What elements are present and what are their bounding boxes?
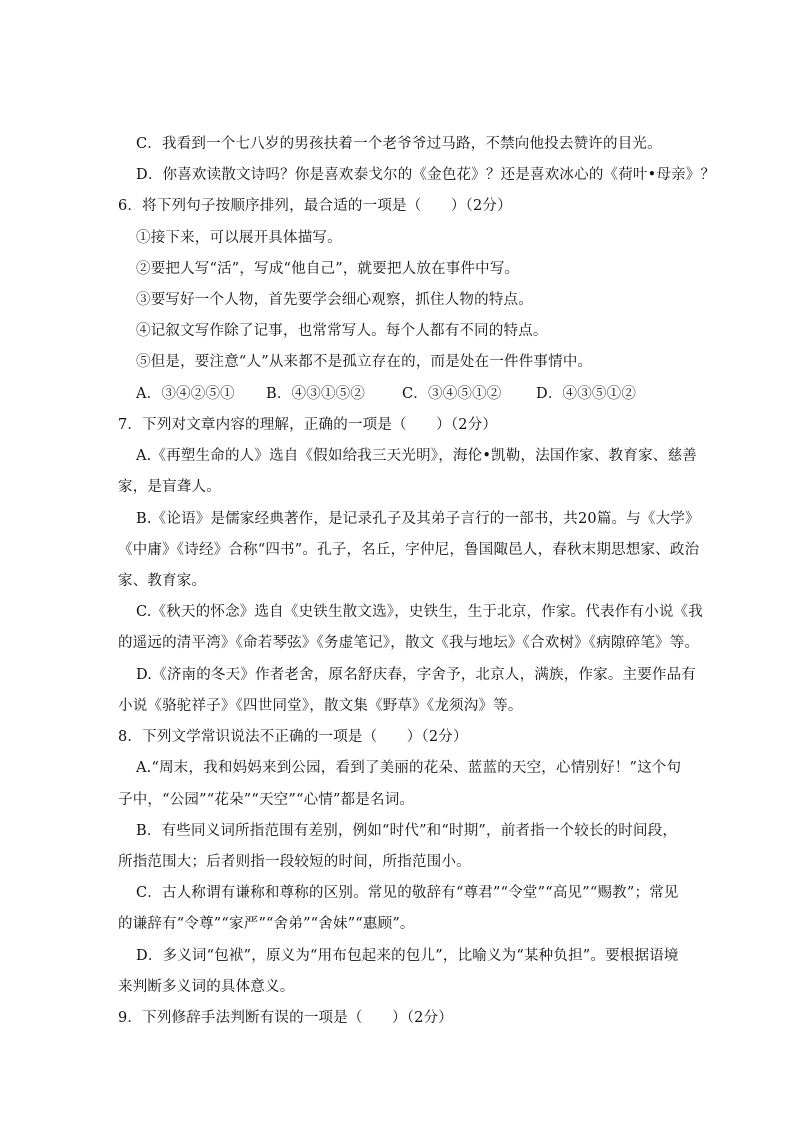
q8-option-b-line1: B．有些同义词所指范围有差别，例如“时代”和“时期”，前者指一个较长的时间段， bbox=[136, 823, 678, 839]
q5-option-d: D．你喜欢读散文诗吗？你是喜欢泰戈尔的《金色花》？还是喜欢冰心的《荷叶•母亲》？ bbox=[136, 167, 716, 183]
q6-options bbox=[0, 384, 794, 404]
q6-item-4: ④记叙文写作除了记事，也常常写人。每个人都有不同的特点。 bbox=[136, 323, 548, 339]
q8-option-d-line2: 来判断多义词的具体意义。 bbox=[118, 979, 295, 995]
q8-option-c-line1: C．古人称谓有谦称和尊称的区别。常见的敬辞有“尊君”“令堂”“高见”“赐教”；常见 bbox=[136, 885, 679, 901]
q7-option-d-line2: 小说《骆驼祥子》《四世同堂》，散文集《野草》《龙须沟》等。 bbox=[118, 698, 523, 714]
q7-option-b-line1: B.《论语》是儒家经典著作，是记录孔子及其弟子言行的一部书，共20篇。与《大学》 bbox=[136, 511, 700, 527]
q7-option-d-line1: D.《济南的冬天》作者老舍，原名舒庆春，字舍予，北京人，满族，作家。主要作品有 bbox=[136, 667, 697, 683]
q8-option-a-line2: 子中，“公园”“花朵”“天空”“心情”都是名词。 bbox=[118, 792, 415, 808]
q6-item-2: ②要把人写“活”，写成“他自己”，就要把人放在事件中写。 bbox=[136, 261, 520, 277]
q8-option-c-line2: 的谦辞有“令尊”“家严”“舍弟”“舍妹”“惠顾”。 bbox=[118, 916, 415, 932]
q7-option-b-line3: 家、教育家。 bbox=[118, 573, 207, 589]
q5-option-c: C．我看到一个七八岁的男孩扶着一个老爷爷过马路，不禁向他投去赞许的目光。 bbox=[136, 136, 662, 152]
q9-stem: 9．下列修辞手法判断有误的一项是（ ）（2分） bbox=[118, 1010, 453, 1026]
q8-option-a-line1: A.“周末，我和妈妈来到公园，看到了美丽的花朵、蓝蓝的天空，心情别好！”这个句 bbox=[136, 760, 682, 776]
q8-option-b-line2: 所指范围大；后者则指一段较短的时间，所指范围小。 bbox=[118, 854, 471, 870]
q6-option-b: B．④③①⑤② bbox=[266, 386, 366, 402]
q6-stem: 6．将下列句子按顺序排列，最合适的一项是（ ）（2分） bbox=[118, 198, 512, 214]
q7-option-a-line1: A.《再塑生命的人》选自《假如给我三天光明》，海伦•凯勒，法国作家、教育家、慈善 bbox=[136, 448, 697, 464]
q7-option-a-line2: 家，是盲聋人。 bbox=[118, 479, 221, 495]
q6-option-d: D．④③⑤①② bbox=[536, 386, 637, 402]
q8-option-d-line1: D．多义词“包袱”，原义为“用布包起来的包儿”，比喻义为“某种负担”。要根据语境 bbox=[136, 948, 679, 964]
q7-option-c-line2: 的遥远的清平湾》《命若琴弦》《务虚笔记》，散文《我与地坛》《合欢树》《病隙碎笔》等。 bbox=[118, 635, 700, 651]
q8-stem: 8．下列文学常识说法不正确的一项是（ ）（2分） bbox=[118, 729, 468, 745]
q7-stem: 7．下列对文章内容的理解，正确的一项是（ ）（2分） bbox=[118, 417, 498, 433]
q6-item-5: ⑤但是，要注意“人”从来都不是孤立存在的，而是处在一件件事情中。 bbox=[136, 354, 593, 370]
q6-item-3: ③要写好一个人物，首先要学会细心观察，抓住人物的特点。 bbox=[136, 292, 533, 308]
q6-item-1: ①接下来，可以展开具体描写。 bbox=[136, 230, 342, 246]
q7-option-b-line2: 《中庸》《诗经》合称“四书”。孔子，名丘，字仲尼，鲁国陬邑人，春秋末期思想家、政治 bbox=[118, 542, 700, 558]
q7-option-c-line1: C.《秋天的怀念》选自《史铁生散文选》，史铁生，生于北京，作家。代表作有小说《我 bbox=[136, 604, 703, 620]
q6-option-c: C．③④⑤①② bbox=[402, 386, 502, 402]
q6-option-a: A．③④②⑤① bbox=[136, 386, 235, 402]
